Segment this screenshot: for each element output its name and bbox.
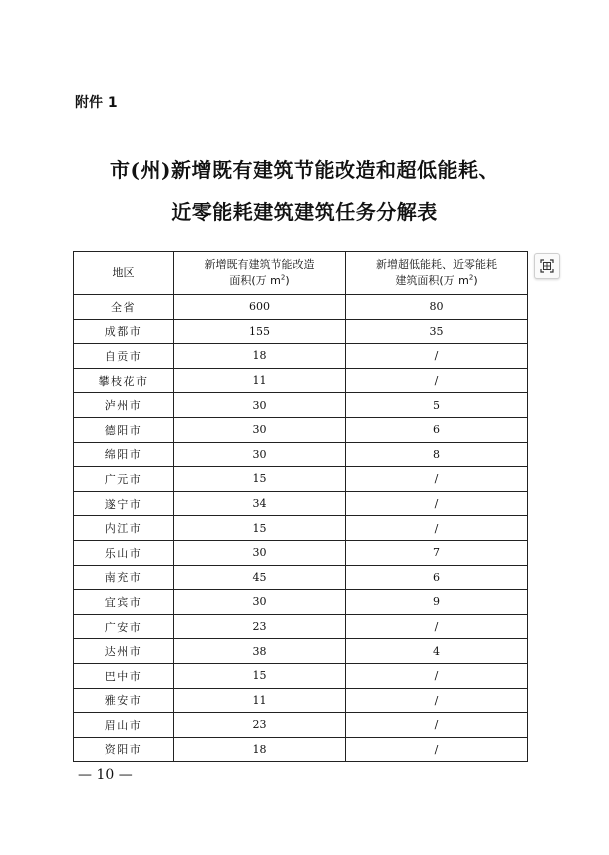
table-row xyxy=(74,417,528,442)
cell-retrofit: 30 xyxy=(174,540,346,565)
header-retrofit-area xyxy=(174,252,346,295)
cell-retrofit: 30 xyxy=(174,590,346,615)
table-row xyxy=(74,688,528,713)
cell-retrofit: 23 xyxy=(174,614,346,639)
table-extract-icon xyxy=(540,259,554,273)
header-ultra-low-sup: 2 xyxy=(468,273,474,282)
cell-region: 德阳市 xyxy=(74,417,174,442)
table-extract-button[interactable] xyxy=(534,253,560,279)
table-row xyxy=(74,737,528,762)
header-ultra-low-line2 xyxy=(346,273,527,289)
cell-ultra-low: 8 xyxy=(346,442,528,467)
cell-ultra-low: / xyxy=(346,737,528,762)
header-retrofit-close: ) xyxy=(285,274,290,287)
cell-ultra-low: 9 xyxy=(346,590,528,615)
table-row xyxy=(74,713,528,738)
cell-region: 遂宁市 xyxy=(74,491,174,516)
document-title-line-2: 近零能耗建筑建筑任务分解表 xyxy=(171,200,438,224)
cell-ultra-low: / xyxy=(346,368,528,393)
table-row xyxy=(74,295,528,320)
header-region xyxy=(74,252,174,295)
cell-region: 成都市 xyxy=(74,319,174,344)
cell-retrofit: 30 xyxy=(174,442,346,467)
cell-region: 广元市 xyxy=(74,467,174,492)
cell-region: 自贡市 xyxy=(74,344,174,369)
header-retrofit-sup: 2 xyxy=(280,273,286,282)
cell-region: 宜宾市 xyxy=(74,590,174,615)
cell-retrofit: 15 xyxy=(174,467,346,492)
cell-retrofit: 15 xyxy=(174,663,346,688)
cell-retrofit: 11 xyxy=(174,688,346,713)
cell-ultra-low: / xyxy=(346,713,528,738)
table-row xyxy=(74,442,528,467)
cell-ultra-low: / xyxy=(346,688,528,713)
table-row xyxy=(74,663,528,688)
cell-region: 攀枝花市 xyxy=(74,368,174,393)
header-region-label: 地区 xyxy=(112,266,135,279)
cell-region: 巴中市 xyxy=(74,663,174,688)
cell-ultra-low: / xyxy=(346,614,528,639)
table-header-row xyxy=(74,252,528,295)
cell-retrofit: 15 xyxy=(174,516,346,541)
cell-retrofit: 30 xyxy=(174,417,346,442)
cell-ultra-low: 6 xyxy=(346,417,528,442)
cell-region: 资阳市 xyxy=(74,737,174,762)
cell-region: 绵阳市 xyxy=(74,442,174,467)
cell-ultra-low: 6 xyxy=(346,565,528,590)
table-row xyxy=(74,467,528,492)
cell-retrofit: 30 xyxy=(174,393,346,418)
cell-region: 乐山市 xyxy=(74,540,174,565)
header-retrofit-line1: 新增既有建筑节能改造 xyxy=(204,258,315,271)
header-ultra-low-unit: 建筑面积(万 m xyxy=(395,274,469,287)
table-row xyxy=(74,368,528,393)
table-row xyxy=(74,319,528,344)
cell-retrofit: 11 xyxy=(174,368,346,393)
cell-retrofit: 38 xyxy=(174,639,346,664)
cell-region: 广安市 xyxy=(74,614,174,639)
cell-ultra-low: 5 xyxy=(346,393,528,418)
table-row xyxy=(74,344,528,369)
header-ultra-low-area xyxy=(346,252,528,295)
table-row xyxy=(74,393,528,418)
cell-ultra-low: 4 xyxy=(346,639,528,664)
table-row xyxy=(74,614,528,639)
cell-retrofit: 45 xyxy=(174,565,346,590)
cell-region: 雅安市 xyxy=(74,688,174,713)
task-breakdown-table xyxy=(73,251,528,762)
document-title-line-1: 市(州)新增既有建筑节能改造和超低能耗、 xyxy=(110,158,499,182)
cell-retrofit: 155 xyxy=(174,319,346,344)
header-retrofit-unit: 面积(万 m xyxy=(229,274,281,287)
page-number: — 10 — xyxy=(78,767,133,783)
cell-retrofit: 34 xyxy=(174,491,346,516)
table-row xyxy=(74,565,528,590)
table-row xyxy=(74,639,528,664)
attachment-label: 附件 1 xyxy=(75,95,118,111)
cell-retrofit: 23 xyxy=(174,713,346,738)
cell-retrofit: 600 xyxy=(174,295,346,320)
header-ultra-low-close: ) xyxy=(473,274,478,287)
cell-ultra-low: 7 xyxy=(346,540,528,565)
table-row xyxy=(74,590,528,615)
cell-region: 全省 xyxy=(74,295,174,320)
cell-ultra-low: / xyxy=(346,516,528,541)
cell-ultra-low: / xyxy=(346,491,528,516)
cell-retrofit: 18 xyxy=(174,344,346,369)
cell-ultra-low: 35 xyxy=(346,319,528,344)
task-breakdown-table-container xyxy=(73,251,527,762)
cell-retrofit: 18 xyxy=(174,737,346,762)
cell-ultra-low: 80 xyxy=(346,295,528,320)
table-row xyxy=(74,540,528,565)
cell-region: 泸州市 xyxy=(74,393,174,418)
table-row xyxy=(74,516,528,541)
cell-region: 南充市 xyxy=(74,565,174,590)
cell-region: 内江市 xyxy=(74,516,174,541)
table-row xyxy=(74,491,528,516)
header-ultra-low-line1: 新增超低能耗、近零能耗 xyxy=(376,258,497,271)
header-retrofit-line2 xyxy=(174,273,345,289)
cell-ultra-low: / xyxy=(346,467,528,492)
cell-region: 眉山市 xyxy=(74,713,174,738)
cell-region: 达州市 xyxy=(74,639,174,664)
cell-ultra-low: / xyxy=(346,663,528,688)
cell-ultra-low: / xyxy=(346,344,528,369)
